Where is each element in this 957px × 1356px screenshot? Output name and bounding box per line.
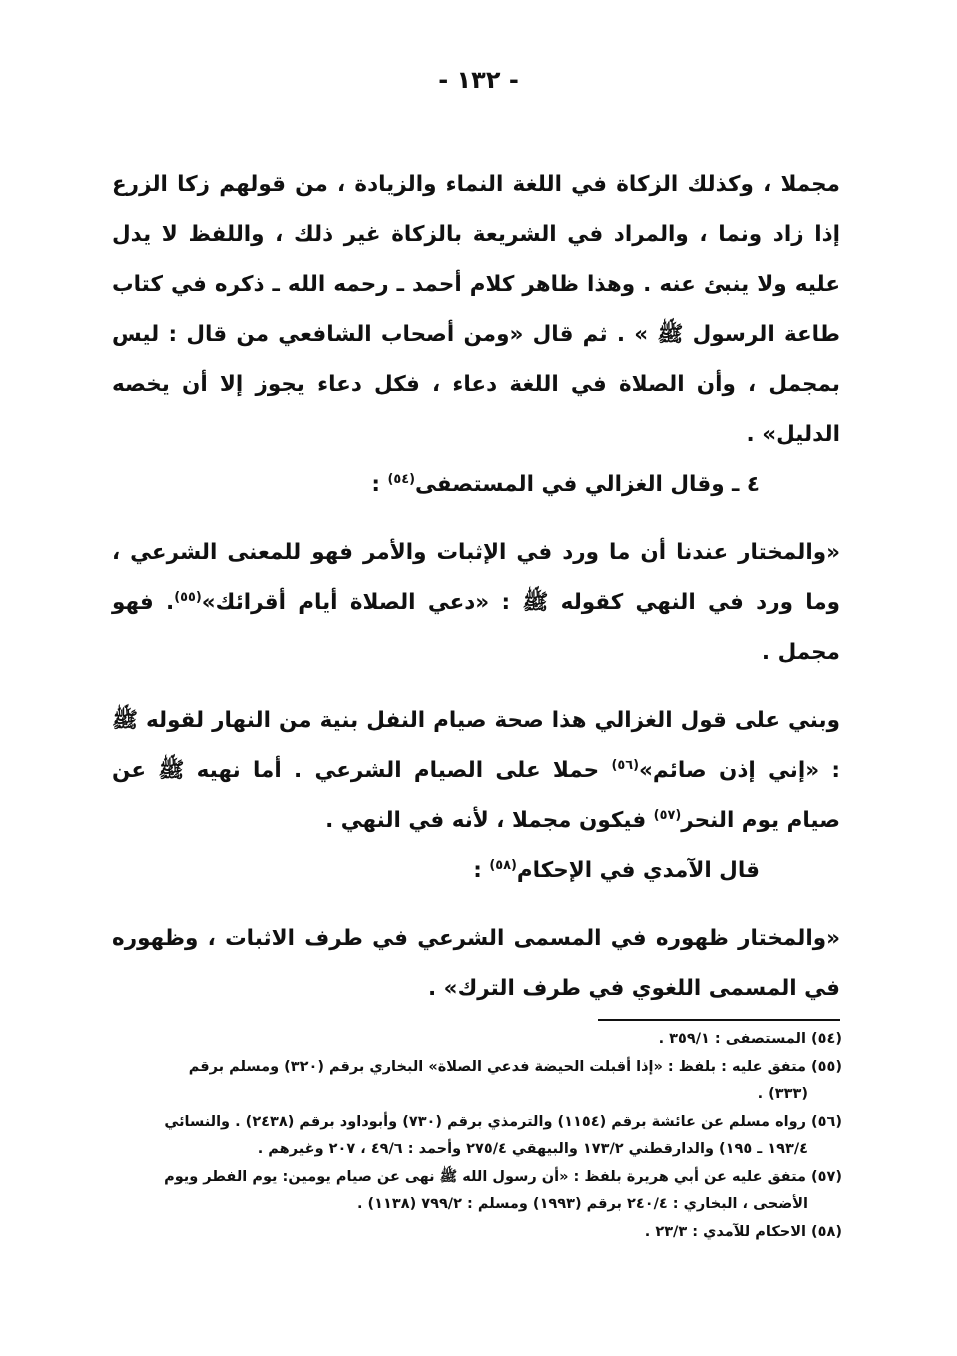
quote-amidi: «والمختار ظهوره في المسمى الشرعي في طرف الاثبات ، وظهوره في المسمى اللغوي في طرف الترك» . — [112, 926, 840, 1001]
footnote-56: (٥٦) رواه مسلم عن عائشة برقم (١١٥٤) والترمذي برقم (٧٣٠) وأبوداود برقم (٢٤٣٨) . والنسائي — [164, 1113, 842, 1130]
footnote-ref-54: (٥٤) — [387, 471, 416, 487]
heading-amidi — [112, 846, 840, 896]
main-text — [112, 160, 840, 1014]
paragraph-fasting-end: فيكون مجملا ، لأنه في النهي . — [325, 808, 654, 833]
heading-ghazali-colon: : — [371, 472, 388, 497]
footnote-ref-55: (٥٥) — [174, 589, 202, 605]
footnote-56-continued: ١٩٣/٤ ـ ١٩٥) والدارقطني ١٧٣/٢ والبيهقي ٢٧٥/٤ وأحمد : ٤٩/٦ ، ٢٠٧ وغيرهم . — [257, 1141, 808, 1157]
footnote-55: (٥٥) متفق عليه : بلفظ : «إذا أقبلت الحيضة فدعي الصلاة» البخاري برقم (٣٢٠) ومسلم برقم — [188, 1058, 842, 1075]
heading-amidi-colon: : — [473, 858, 490, 883]
footnote-ref-56: (٥٦) — [611, 757, 640, 773]
footnote-57: (٥٧) متفق عليه عن أبي هريرة بلفظ : «أن رسول الله ﷺ نهى عن صيام يومين: يوم الفطر ويوم — [164, 1168, 842, 1185]
quote-ghazali — [112, 528, 840, 678]
heading-ghazali — [112, 460, 840, 510]
quote-ghazali-end: . فهو مجمل . — [112, 590, 840, 665]
footnote-57-continued: الأضحى ، البخاري : ٢٤٠/٤ برقم (١٩٩٣) ومسلم : ٧٩٩/٢ (١١٣٨) . — [356, 1196, 808, 1212]
heading-ghazali-text: ٤ ـ وقال الغزالي في المستصفى — [415, 472, 760, 497]
quote-ghazali-text: «والمختار عندنا أن ما ورد في الإثبات والأمر فهو للمعنى الشرعي ، وما ورد في النهي كقوله ﷺ : «دعي الصلاة أيام أقرائك» — [112, 540, 840, 615]
footnote-55-continued: (٣٣٣) . — [757, 1086, 808, 1102]
footnote-ref-58: (٥٨) — [489, 857, 517, 873]
footnote-58: (٥٨) الاحكام للآمدي : ٢٣/٣ . — [644, 1223, 842, 1240]
paragraph-ahmad-opinion: مجملا ، وكذلك الزكاة في اللغة النماء والزيادة ، من قولهم زكا الزرع إذا زاد ونما ، والمراد في الشريعة بالزكاة غير ذلك ، واللفظ لا يدل عليه ولا ينبئ عنه . وهذا ظاهر كلام أحمد ـ رحمه الله ـ ذكره في كتاب طاعة الرسول ﷺ » . ثم قال «ومن أصحاب الشافعي من قال : ليس بمجمل ، وأن الصلاة في اللغة دعاء ، فكل دعاء يجوز إلا أن يخصه الدليل» . — [112, 172, 840, 447]
paragraph-fasting — [112, 696, 840, 846]
footnote-ref-57: (٥٧) — [653, 807, 682, 823]
footnote-54: (٥٤) المستصفى : ٣٥٩/١ . — [658, 1031, 842, 1047]
heading-amidi-text: قال الآمدي في الإحكام — [516, 858, 760, 883]
paragraph-fasting-text: وبني على قول الغزالي هذا صحة صيام النفل بنية من النهار لقوله ﷺ : «إني إذن صائم» — [112, 708, 840, 783]
footnote-separator — [598, 1019, 840, 1021]
footnotes — [112, 1026, 842, 1246]
page-number: - ١٣٢ - — [438, 66, 519, 94]
paragraph-fasting-middle: حملا على الصيام الشرعي . أما نهيه ﷺ عن صيام يوم النحر — [112, 758, 840, 833]
